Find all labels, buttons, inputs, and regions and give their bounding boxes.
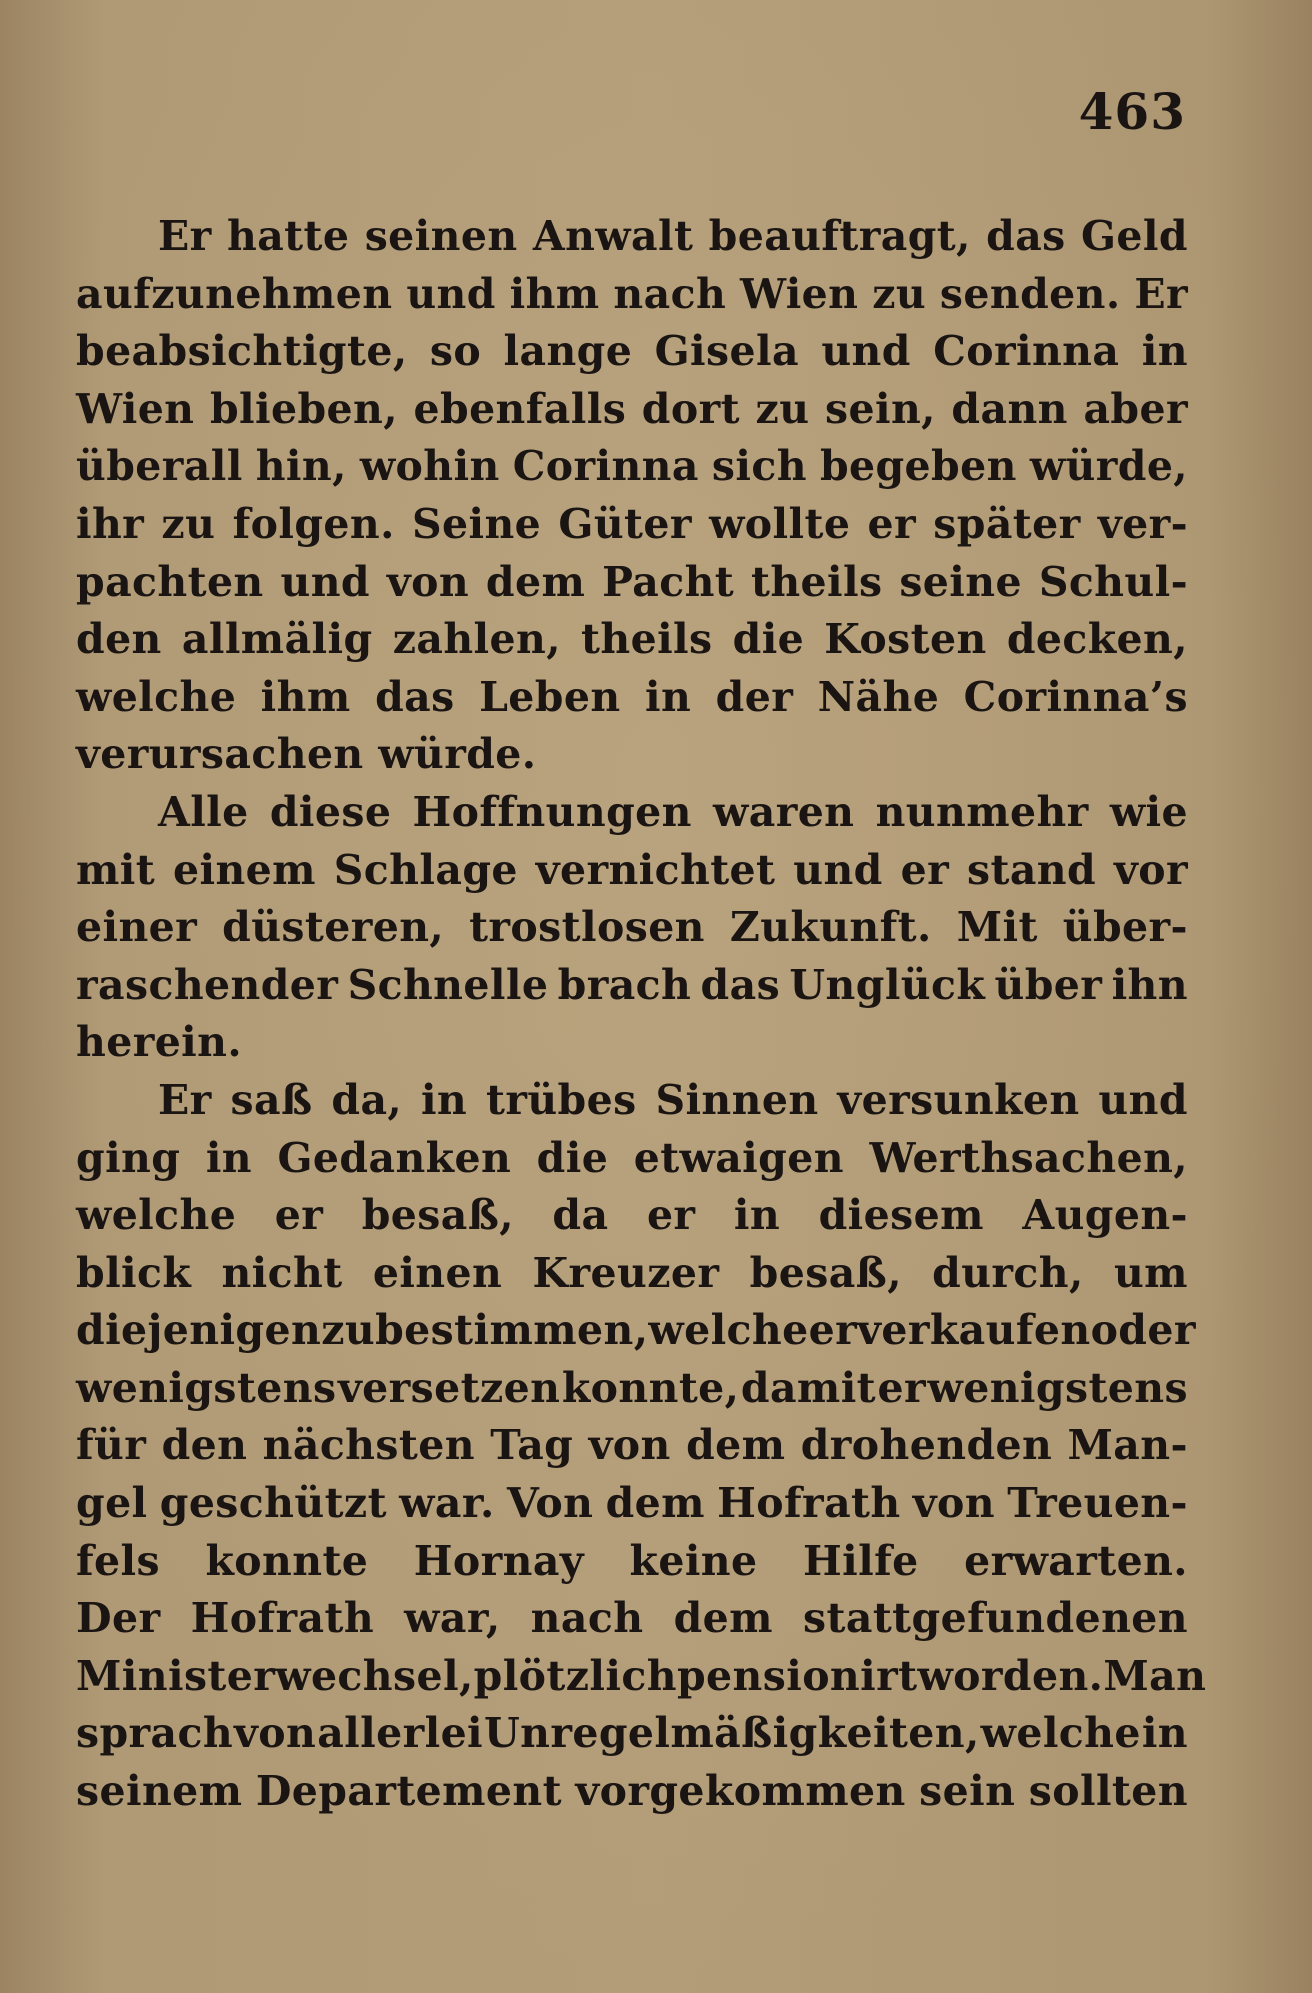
word: welche	[980, 1709, 1141, 1758]
word: den	[161, 1421, 248, 1470]
page-number: 463	[1078, 82, 1186, 141]
word: durch,	[932, 1248, 1084, 1297]
word: mit	[76, 845, 156, 894]
word: lange	[503, 327, 633, 376]
word: ihn	[1111, 960, 1188, 1009]
word: senden.	[939, 269, 1121, 318]
word: seinem	[76, 1767, 243, 1816]
word: theils	[750, 557, 883, 606]
word: zu	[755, 384, 810, 433]
word: dann	[951, 384, 1068, 433]
text-line	[76, 1130, 1188, 1188]
word: Güter	[558, 499, 692, 548]
word: sein	[919, 1767, 1016, 1816]
text-line	[76, 669, 1188, 727]
word: hin,	[255, 442, 347, 491]
word: in	[1141, 1709, 1188, 1758]
text-line	[76, 554, 1188, 612]
word: von	[912, 1479, 995, 1528]
word: und	[821, 327, 911, 376]
text-line	[76, 1475, 1188, 1533]
word: trostlosen	[469, 903, 705, 952]
word: Er	[158, 1075, 212, 1124]
word: Gedanken	[277, 1133, 512, 1182]
word: wie	[1109, 787, 1188, 836]
word: ging	[76, 1133, 181, 1182]
word: und	[1098, 1075, 1188, 1124]
word: Unglück	[789, 960, 986, 1009]
text-line	[76, 1705, 1188, 1763]
word: wenigstens	[927, 1363, 1188, 1412]
word: sein,	[825, 384, 936, 433]
word: da,	[331, 1075, 403, 1124]
word: beauftragt,	[708, 212, 971, 260]
word: hatte	[227, 212, 350, 260]
word: welche	[76, 1191, 237, 1240]
word: sollten	[1028, 1767, 1188, 1816]
word: er	[808, 1306, 858, 1355]
word: nächsten	[262, 1421, 475, 1470]
word: besaß,	[749, 1248, 902, 1297]
word: in	[645, 672, 692, 721]
word: er	[900, 845, 950, 894]
word: das	[375, 672, 455, 721]
word: diejenigen	[76, 1306, 322, 1355]
word: in	[420, 1075, 468, 1124]
word: vorgekommen	[575, 1767, 906, 1816]
text-line	[76, 1245, 1188, 1303]
word: ver-	[1097, 499, 1188, 548]
word: Hofrath	[717, 1479, 901, 1528]
word: wollte	[709, 499, 851, 548]
word: das	[986, 212, 1066, 260]
text-line	[76, 842, 1188, 900]
word: für	[76, 1421, 147, 1470]
word: seine	[899, 557, 1022, 606]
word: pensionirt	[676, 1651, 918, 1700]
word: dem	[485, 557, 586, 606]
text-line	[76, 1648, 1207, 1706]
word: waren	[713, 787, 855, 836]
word: Seine	[412, 499, 542, 548]
word: Wien	[76, 384, 195, 433]
word: allmälig	[181, 615, 373, 664]
text-line	[76, 1302, 1196, 1360]
text-line	[76, 1187, 1188, 1245]
word: da	[552, 1191, 609, 1240]
word: beabsichtigte,	[76, 327, 408, 376]
word: Hoffnungen	[412, 787, 692, 836]
text-line	[76, 1533, 1188, 1591]
word: saß	[230, 1075, 313, 1124]
word: Sinnen	[655, 1075, 819, 1124]
word: Geld	[1081, 212, 1188, 260]
word: Man-	[1067, 1421, 1188, 1470]
word: und	[406, 269, 496, 318]
word: konnte	[205, 1536, 369, 1585]
word: den	[76, 615, 162, 664]
word: oder	[1090, 1306, 1196, 1355]
word: folgen.	[232, 499, 395, 548]
text-line	[76, 1417, 1188, 1475]
word: einem	[172, 845, 316, 894]
word: versetzen	[337, 1363, 561, 1412]
word: stattgefundenen	[803, 1594, 1188, 1643]
word: ebenfalls	[413, 384, 627, 433]
word: Corinna	[933, 327, 1120, 376]
word: über	[994, 960, 1103, 1009]
word: Schul-	[1038, 557, 1188, 606]
word: Schlage	[333, 845, 518, 894]
word: und	[280, 557, 370, 606]
word: verkaufen	[857, 1306, 1091, 1355]
word: raschender	[76, 960, 339, 1009]
word: Alle	[158, 787, 249, 836]
word: Unregelmäßigkeiten,	[483, 1709, 980, 1758]
word: nach	[530, 1594, 644, 1643]
word: Kosten	[824, 615, 987, 664]
word: würde,	[1029, 442, 1188, 491]
word: welche	[648, 1306, 809, 1355]
word: Corinna	[512, 442, 699, 491]
word: besaß,	[361, 1191, 514, 1240]
word: Kreuzer	[532, 1248, 720, 1297]
word: plötzlich	[473, 1651, 677, 1700]
word: zahlen,	[392, 615, 561, 664]
text-line	[76, 1763, 1188, 1821]
word: Leben	[479, 672, 621, 721]
word: in	[1141, 327, 1188, 376]
word: Wien	[739, 269, 859, 318]
word: Von	[506, 1479, 594, 1528]
word: Pacht	[602, 557, 735, 606]
word: zu	[321, 1306, 376, 1355]
word: Hilfe	[802, 1536, 919, 1585]
text-line	[76, 208, 1188, 266]
word: brach	[557, 960, 692, 1009]
word: sprach	[76, 1709, 234, 1758]
word: versunken	[837, 1075, 1080, 1124]
word: konnte,	[561, 1363, 740, 1412]
word: keine	[629, 1536, 758, 1585]
word: decken,	[1006, 615, 1188, 664]
word: Augen-	[1022, 1191, 1188, 1240]
word: vor	[1113, 845, 1188, 894]
word: allerlei	[317, 1709, 484, 1758]
word: Hornay	[413, 1536, 585, 1585]
word: er	[877, 1363, 927, 1412]
word: Anwalt	[532, 212, 694, 260]
word: Zukunft.	[729, 903, 932, 952]
word: und	[793, 845, 883, 894]
word: begeben	[819, 442, 1017, 491]
word: aber	[1083, 384, 1188, 433]
text-line	[76, 957, 1188, 1015]
word: geschützt	[159, 1479, 387, 1528]
word: einen	[372, 1248, 503, 1297]
text-line	[76, 611, 1188, 669]
word: Hofrath	[190, 1594, 375, 1643]
word: ihm	[260, 672, 351, 721]
word: dem	[673, 1594, 773, 1643]
word: dort	[641, 384, 740, 433]
word: in	[733, 1191, 781, 1240]
word: Er	[158, 212, 212, 260]
word: Tag	[490, 1421, 574, 1470]
word: dem	[686, 1421, 786, 1470]
word: ihm	[509, 269, 600, 318]
word: diese	[269, 787, 392, 836]
word: Man	[1103, 1651, 1207, 1700]
word: war.	[399, 1479, 495, 1528]
word: von	[386, 557, 470, 606]
word: fels	[76, 1536, 160, 1585]
word: aufzunehmen	[76, 269, 393, 318]
word: Der	[76, 1594, 161, 1643]
text-line	[76, 1360, 1188, 1418]
word: düsteren,	[222, 903, 445, 952]
word: Treuen-	[1007, 1479, 1188, 1528]
word: so	[429, 327, 482, 376]
word: in	[205, 1133, 253, 1182]
word: dem	[605, 1479, 705, 1528]
word: pachten	[76, 557, 264, 606]
word: welche	[76, 672, 237, 721]
word: er	[274, 1191, 324, 1240]
word: von	[588, 1421, 671, 1470]
text-line	[76, 438, 1188, 496]
word: Departement	[255, 1767, 562, 1816]
word: sich	[711, 442, 807, 491]
word: Corinna’s	[963, 672, 1188, 721]
word: der	[715, 672, 794, 721]
text-line: herein.	[76, 1018, 243, 1067]
word: wenigstens	[76, 1363, 337, 1412]
word: drohenden	[800, 1421, 1053, 1470]
word: um	[1113, 1248, 1188, 1297]
text-line	[76, 381, 1188, 439]
word: überall	[76, 442, 243, 491]
word: die	[536, 1133, 609, 1182]
word: Nähe	[817, 672, 940, 721]
word: Ministerwechsel,	[76, 1651, 474, 1700]
word: vernichtet	[535, 845, 776, 894]
word: diesem	[818, 1191, 984, 1240]
word: bestimmen,	[375, 1306, 649, 1355]
word: erwarten.	[964, 1536, 1188, 1585]
word: gel	[76, 1479, 148, 1528]
word: worden.	[917, 1651, 1104, 1700]
word: stand	[967, 845, 1097, 894]
word: zu	[161, 499, 216, 548]
word: nicht	[221, 1248, 343, 1297]
word: etwaigen	[633, 1133, 844, 1182]
word: die	[732, 615, 805, 664]
word: damit	[740, 1363, 877, 1412]
word: ihr	[76, 499, 145, 548]
word: Werthsachen,	[869, 1133, 1188, 1182]
word: er	[646, 1191, 696, 1240]
text-line	[76, 784, 1188, 842]
word: blick	[76, 1248, 192, 1297]
word: wohin	[359, 442, 500, 491]
word: über-	[1062, 903, 1188, 952]
text-line	[76, 323, 1188, 381]
text-line	[76, 266, 1188, 324]
word: trübes	[486, 1075, 637, 1124]
word: das	[700, 960, 781, 1009]
word: Er	[1134, 269, 1188, 318]
body-text	[76, 208, 1207, 1821]
word: er	[867, 499, 917, 548]
word: seinen	[364, 212, 518, 260]
text-line	[76, 496, 1188, 554]
word: später	[933, 499, 1081, 548]
word: theils	[581, 615, 713, 664]
word: nach	[613, 269, 727, 318]
word: einer	[76, 903, 198, 952]
text-line	[76, 899, 1188, 957]
word: blieben,	[209, 384, 398, 433]
word: nunmehr	[875, 787, 1089, 836]
word: Schnelle	[347, 960, 549, 1009]
word: war,	[404, 1594, 501, 1643]
word: zu	[872, 269, 927, 318]
word: Mit	[956, 903, 1038, 952]
text-line	[76, 1590, 1188, 1648]
text-line: verursachen würde.	[76, 730, 537, 779]
word: Gisela	[654, 327, 799, 376]
text-line	[76, 1072, 1188, 1130]
word: von	[234, 1709, 317, 1758]
